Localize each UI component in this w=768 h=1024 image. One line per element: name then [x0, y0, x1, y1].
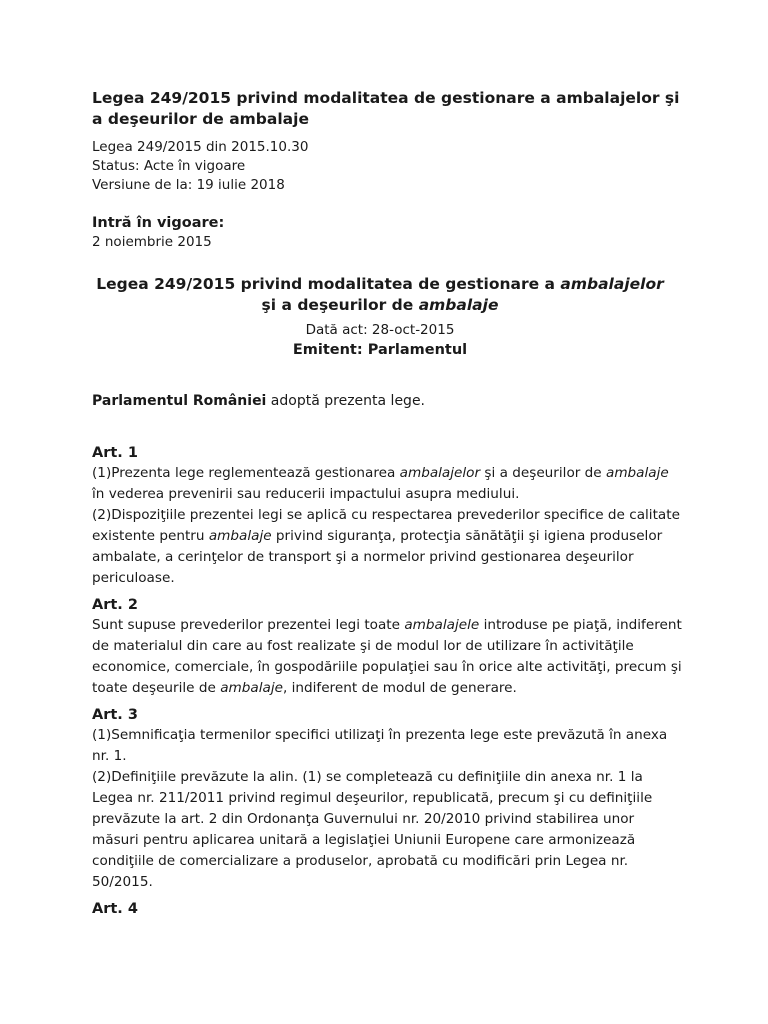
act-date: Dată act: 28-oct-2015	[305, 322, 455, 338]
paragraph-text: (1)Prezenta lege reglementează gestionarea	[92, 465, 400, 481]
article-3	[92, 705, 692, 893]
effective-label: Intră în vigoare:	[92, 215, 225, 231]
article-heading: Art. 3	[92, 707, 138, 723]
paragraph-emphasis: ambalajelor	[399, 465, 481, 481]
article-paragraph: (2)Definiţiile prevăzute la alin. (1) se completează cu definiţiile din anexa nr. 1 la Legea nr. 211/2011 privind regimul deşeurilor, republicată, precum şi cu definiţiile prevăzute la art. 2 din Ordonanţa Guvernului nr. 20/2010 privind stabilirea unor măsuri pentru aplicarea unitară a legislaţiei Uniunii Europene care armonizează condiţiile de comercializare a produselor, aprobată cu modificări prin Legea nr. 50/2015.	[92, 769, 653, 890]
article-paragraph	[92, 505, 682, 589]
article-paragraph	[92, 463, 682, 505]
article-heading: Art. 2	[92, 597, 138, 613]
article-2	[92, 595, 692, 699]
article-paragraph: (1)Semnificaţia termenilor specifici utilizaţi în prezenta lege este prevăzută în anexa nr. 1.	[92, 727, 668, 764]
paragraph-emphasis: ambalaje	[208, 528, 272, 544]
article-paragraph	[92, 615, 682, 699]
document-meta	[92, 138, 692, 195]
article-heading: Art. 4	[92, 901, 138, 917]
paragraph-text: , indiferent de modul de generare.	[282, 680, 517, 696]
paragraph-text: în vederea prevenirii sau reducerii impactului asupra mediului.	[92, 486, 520, 502]
paragraph-emphasis: ambalaje	[220, 680, 283, 696]
act-header	[92, 274, 668, 361]
adoption-text: adoptă prezenta lege.	[266, 393, 426, 409]
law-reference: Legea 249/2015 din 2015.10.30	[92, 139, 309, 155]
paragraph-text: Sunt supuse prevederilor prezentei legi toate	[92, 617, 405, 633]
act-title-emphasis: ambalaje	[418, 296, 499, 314]
adoption-statement	[92, 391, 692, 411]
act-issuer: Emitent: Parlamentul	[292, 342, 468, 358]
document-body	[92, 88, 692, 919]
paragraph-emphasis: ambalaje	[605, 465, 669, 481]
paragraph-text: introduse pe piaţă, indiferent de materialul din care au fost realizate şi de modul lor de utilizare în activităţile economice, comerciale, în gospodăriile populaţiei sau în orice alte activităţi, precum şi toate deşeurile de	[92, 617, 682, 696]
law-version: Versiune de la: 19 iulie 2018	[92, 177, 285, 193]
act-title-text: şi a deşeurilor de	[261, 296, 419, 314]
paragraph-text: şi a deşeurilor de	[480, 465, 606, 481]
law-status: Status: Acte în vigoare	[92, 158, 246, 174]
effective-date: 2 noiembrie 2015	[92, 234, 212, 250]
paragraph-text: privind siguranţa, protecţia sănătăţii şi igiena produselor ambalate, a cerinţelor de transport şi a normelor privind gestionarea deşeurilor periculoase.	[92, 528, 663, 586]
article-heading: Art. 1	[92, 445, 138, 461]
act-title	[92, 274, 668, 316]
article-1	[92, 443, 692, 589]
article-4	[92, 899, 692, 919]
paragraph-emphasis: ambalajele	[404, 617, 480, 633]
parliament-name: Parlamentul României	[92, 393, 267, 409]
act-title-text: Legea 249/2015 privind modalitatea de gestionare a	[96, 275, 561, 293]
document-title: Legea 249/2015 privind modalitatea de gestionare a ambalajelor şi a deşeurilor de ambalaje	[92, 89, 680, 128]
paragraph-text: (2)Dispoziţiile prezentei legi se aplică cu respectarea prevederilor specifice de calitate existente pentru	[92, 507, 680, 544]
act-title-emphasis: ambalajelor	[560, 275, 664, 293]
